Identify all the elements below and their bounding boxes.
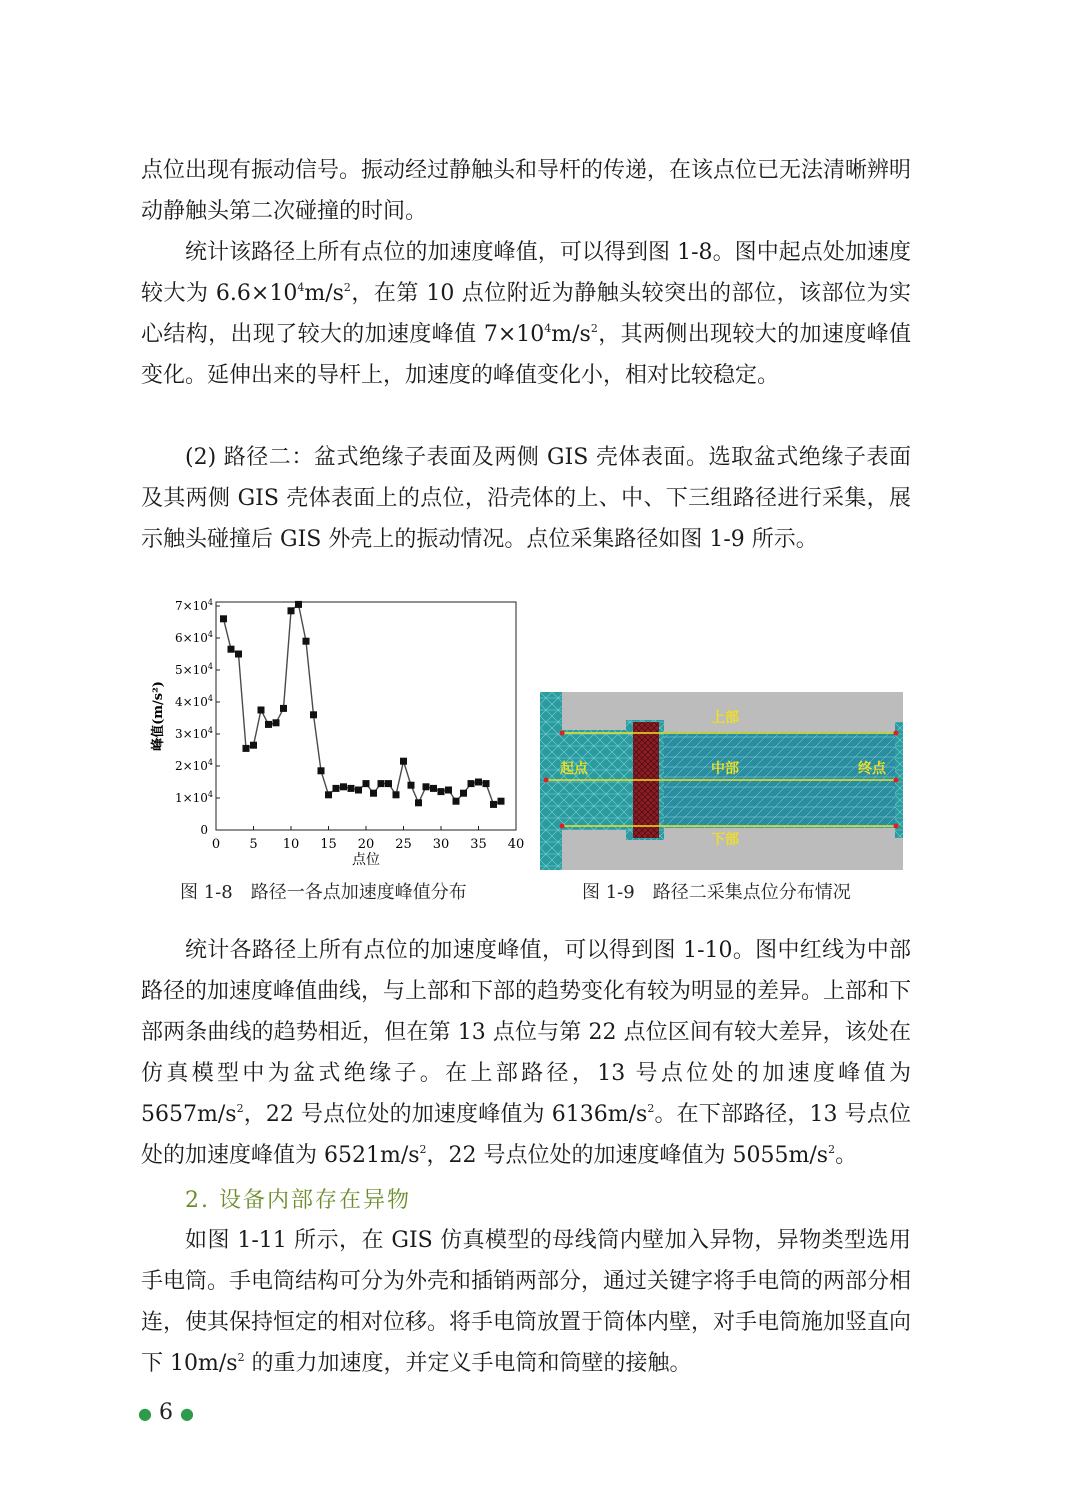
x-tick-label: 5: [249, 837, 258, 852]
y-tick-label: $1\times 10^4$: [174, 790, 213, 805]
data-point: [295, 601, 302, 608]
data-point: [265, 721, 272, 728]
y-tick-label: $3\times 10^4$: [174, 726, 213, 741]
data-point: [385, 780, 392, 787]
label-start: 起点: [560, 761, 588, 777]
figure-1-9-caption: 图 1-9 路径二采集点位分布情况: [582, 882, 851, 903]
page-dot-right-icon: ●: [179, 1404, 194, 1423]
data-point: [273, 719, 280, 726]
data-point: [475, 779, 482, 786]
data-point: [408, 782, 415, 789]
page-number: [138, 1400, 194, 1425]
data-point: [370, 790, 377, 797]
data-point: [340, 783, 347, 790]
data-point: [250, 742, 257, 749]
data-point: [393, 791, 400, 798]
paragraph-3: (2) 路径二：盆式绝缘子表面及两侧 GIS 壳体表面。选取盆式绝缘子表面及其两侧 GIS 壳体表面上的点位，沿壳体的上、中、下三组路径进行采集，展示触头碰撞后 GIS 外壳上的振动情况。点位采集路径如图 1-9 所示。: [141, 445, 911, 552]
y-tick-label: $5\times 10^4$: [174, 662, 213, 677]
figure-1-9-image: [540, 692, 903, 870]
data-point: [483, 780, 490, 787]
x-tick-label: 30: [432, 837, 450, 852]
label-bottom: 下部: [711, 832, 739, 848]
y-tick-label: $2\times 10^4$: [174, 758, 213, 773]
y-tick-label: $4\times 10^4$: [174, 694, 213, 709]
data-point: [445, 787, 452, 794]
x-tick-label: 15: [320, 837, 337, 852]
data-point: [423, 783, 430, 790]
y-axis-label: 峰值(m/s²): [151, 681, 166, 751]
label-top: 上部: [711, 710, 739, 726]
series-line: [224, 604, 502, 804]
y-tick-label: 0: [200, 823, 208, 837]
data-point: [355, 787, 362, 794]
data-point: [498, 798, 505, 805]
x-tick-label: 10: [282, 837, 300, 852]
data-point: [453, 798, 460, 805]
data-point: [333, 785, 340, 792]
paragraph-4: 统计各路径上所有点位的加速度峰值，可以得到图 1-10。图中红线为中部路径的加速度峰值曲线，与上部和下部的趋势变化有较为明显的差异。上部和下部两条曲线的趋势相近，但在第 13 点位与第 22 点位区间有较大差异，该处在仿真模型中为盆式绝缘子。在上部路径，13 号点位处的加速度峰值为 $5657m/s^2$，22 号点位处的加速度峰值为 $6136m/s^2$。在下部路径，13 号点位处的加速度峰值为 $6521m/s^2$，22 号点位处的加速度峰值为 $5055m/s^2$。: [141, 938, 912, 1168]
y-tick-label: $6\times 10^4$: [174, 630, 213, 645]
paragraph-2: 统计该路径上所有点位的加速度峰值，可以得到图 1-8。图中起点处加速度较大为 $6.6\times 10^4m/s^2$，在第 10 点位附近为静触头较突出的部位，该部位为实心结构，出现了较大的加速度峰值 $7\times 10^4m/s^2$，其两侧出现较大的加速度峰值变化。延伸出来的导杆上，加速度的峰值变化小，相对比较稳定。: [141, 240, 911, 388]
data-point: [325, 791, 332, 798]
data-point: [490, 801, 497, 808]
paragraph-1: 点位出现有振动信号。振动经过静触头和导杆的传递，在该点位已无法清晰辨明动静触头第二次碰撞的时间。: [141, 158, 912, 224]
data-point: [288, 607, 295, 614]
data-point: [460, 790, 467, 797]
page-dot-left-icon: ●: [138, 1404, 152, 1423]
x-tick-label: 0: [211, 837, 221, 852]
data-point: [228, 646, 235, 653]
data-point: [363, 780, 370, 787]
figure-1-8-caption: 图 1-8 路径一各点加速度峰值分布: [180, 882, 467, 903]
data-point: [400, 758, 407, 765]
data-point: [430, 785, 437, 792]
data-point: [220, 615, 227, 622]
label-end: 终点: [858, 761, 886, 777]
plot-frame: [216, 602, 516, 830]
path-point: [894, 778, 899, 783]
x-tick-label: 25: [395, 837, 412, 852]
x-tick-label: 40: [507, 837, 525, 852]
data-point: [303, 638, 310, 645]
figure-1-8-chart: [138, 588, 525, 873]
path-point: [544, 778, 549, 783]
data-point: [468, 780, 475, 787]
y-tick-label: $7\times 10^4$: [174, 598, 213, 613]
path-point: [560, 824, 565, 829]
paragraph-5: 如图 1-11 所示，在 GIS 仿真模型的母线筒内壁加入异物，异物类型选用手电筒。手电筒结构可分为外壳和插销两部分，通过关键字将手电筒的两部分相连，使其保持恒定的相对位移。将手电筒放置于筒体内壁，对手电筒施加竖直向下 $10m/s^2$ 的重力加速度，并定义手电筒和筒壁的接触。: [141, 1228, 912, 1376]
x-axis-label: 点位: [352, 852, 380, 868]
x-tick-label: 20: [357, 837, 375, 852]
left-flange: [540, 692, 562, 870]
path-point: [894, 731, 899, 736]
path-point: [560, 731, 565, 736]
data-point: [243, 745, 250, 752]
section-heading: 2. 设备内部存在异物: [185, 1188, 411, 1213]
label-middle: 中部: [711, 761, 739, 777]
data-point: [280, 705, 287, 712]
data-point: [348, 785, 355, 792]
x-tick-label: 35: [470, 837, 487, 852]
path-point: [894, 824, 899, 829]
data-point: [415, 799, 422, 806]
data-point: [438, 788, 445, 795]
data-point: [318, 767, 325, 774]
data-point: [310, 711, 317, 718]
page-number-text: 6: [158, 1400, 173, 1425]
data-point: [235, 651, 242, 658]
data-point: [258, 707, 265, 714]
data-point: [378, 780, 385, 787]
